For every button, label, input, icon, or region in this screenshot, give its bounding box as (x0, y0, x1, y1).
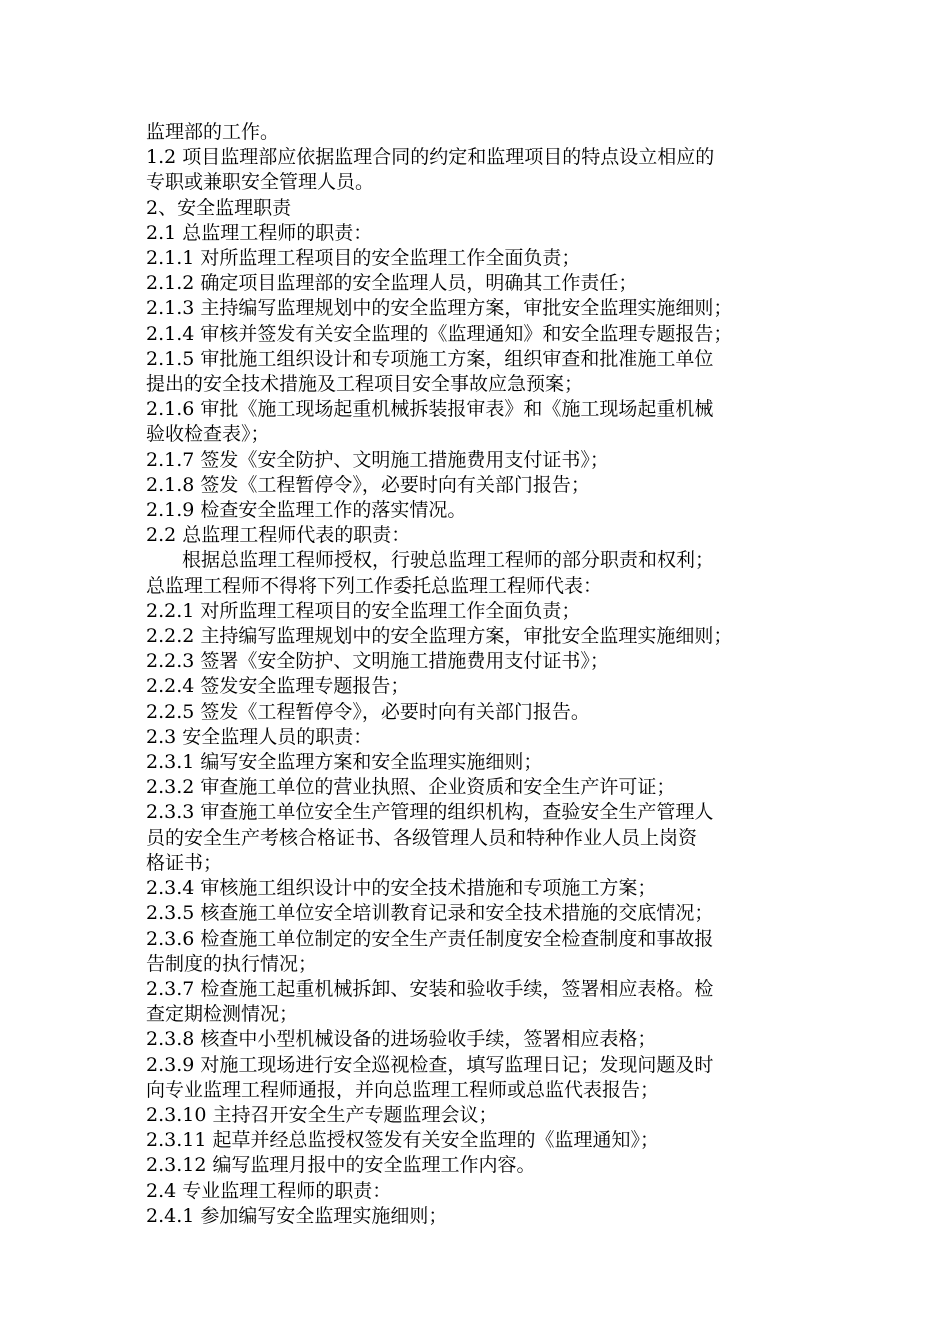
text-line: 2.1.7 签发《安全防护、文明施工措施费用支付证书》； (146, 448, 609, 471)
text-line: 2.4.1 参加编写安全监理实施细则； (146, 1204, 448, 1227)
text-line: 监理部的工作。 (146, 121, 280, 143)
text-line: 2.3.7 检查施工起重机械拆卸、安装和验收手续，签署相应表格。检 (146, 977, 714, 1000)
text-line: 2.1.1 对所监理工程项目的安全监理工作全面负责； (146, 247, 581, 270)
subsection-heading: 2.1 总监理工程师的职责： (146, 221, 373, 244)
text-line: 2.3.3 审查施工单位安全生产管理的组织机构，查验安全生产管理人 (146, 801, 714, 824)
text-line: 验收检查表》； (146, 423, 270, 446)
subsection-heading: 2.2 总监理工程师代表的职责： (146, 524, 411, 547)
text-line: 2.1.6 审批《施工现场起重机械拆装报审表》和《施工现场起重机械 (146, 398, 714, 421)
text-line: 2.3.10 主持召开安全生产专题监理会议； (146, 1103, 498, 1126)
text-line: 2.2.2 主持编写监理规划中的安全监理方案，审批安全监理实施细则； (146, 625, 733, 648)
text-line: 2.2.1 对所监理工程项目的安全监理工作全面负责； (146, 599, 581, 622)
subsection-heading: 2.4 专业监理工程师的职责： (146, 1179, 392, 1202)
text-line: 2.3.2 审查施工单位的营业执照、企业资质和安全生产许可证； (146, 776, 676, 799)
text-line: 总监理工程师不得将下列工作委托总监理工程师代表： (146, 574, 603, 597)
subsection-heading: 2.3 安全监理人员的职责： (146, 725, 373, 748)
text-line: 员的安全生产考核合格证书、各级管理人员和特种作业人员上岗资 (146, 826, 698, 849)
text-line: 2.3.9 对施工现场进行安全巡视检查，填写监理日记；发现问题及时 (146, 1053, 714, 1076)
text-line: 2.1.9 检查安全监理工作的落实情况。 (146, 499, 467, 522)
text-line: 2.1.2 确定项目监理部的安全监理人员，明确其工作责任； (146, 272, 638, 295)
document-body (146, 120, 810, 1229)
text-line: 向专业监理工程师通报，并向总监理工程师或总监代表报告； (146, 1078, 660, 1101)
text-line: 1.2 项目监理部应依据监理合同的约定和监理项目的特点设立相应的 (146, 146, 715, 169)
text-line: 格证书； (146, 851, 223, 874)
text-line: 2.3.6 检查施工单位制定的安全生产责任制度安全检查制度和事故报 (146, 927, 714, 950)
text-line: 2.2.3 签署《安全防护、文明施工措施费用支付证书》； (146, 650, 609, 673)
text-line: 查定期检测情况； (146, 1003, 299, 1026)
text-line: 2.2.5 签发《工程暂停令》，必要时向有关部门报告。 (146, 700, 590, 723)
text-line: 2.3.4 审核施工组织设计中的安全技术措施和专项施工方案； (146, 877, 657, 900)
section-heading: 2、安全监理职责 (146, 196, 292, 219)
text-line: 2.3.11 起草并经总监授权签发有关安全监理的《监理通知》； (146, 1129, 659, 1152)
text-line: 告制度的执行情况； (146, 952, 318, 975)
text-line: 2.3.1 编写安全监理方案和安全监理实施细则； (146, 751, 543, 774)
text-line: 2.1.4 审核并签发有关安全监理的《监理通知》和安全监理专题报告； (146, 322, 733, 345)
text-line: 2.1.8 签发《工程暂停令》，必要时向有关部门报告； (146, 473, 590, 496)
text-line: 2.1.3 主持编写监理规划中的安全监理方案，审批安全监理实施细则； (146, 297, 733, 320)
text-line: 专职或兼职安全管理人员。 (146, 171, 375, 194)
text-line: 提出的安全技术措施及工程项目安全事故应急预案； (146, 373, 584, 396)
text-line: 根据总监理工程师授权，行驶总监理工程师的部分职责和权利； (182, 549, 715, 572)
text-line: 2.2.4 签发安全监理专题报告； (146, 675, 410, 698)
text-line: 2.3.8 核查中小型机械设备的进场验收手续，签署相应表格； (146, 1028, 657, 1051)
text-line: 2.1.5 审批施工组织设计和专项施工方案，组织审查和批准施工单位 (146, 347, 714, 370)
text-line: 2.3.5 核查施工单位安全培训教育记录和安全技术措施的交底情况； (146, 902, 714, 925)
text-line: 2.3.12 编写监理月报中的安全监理工作内容。 (146, 1154, 536, 1177)
